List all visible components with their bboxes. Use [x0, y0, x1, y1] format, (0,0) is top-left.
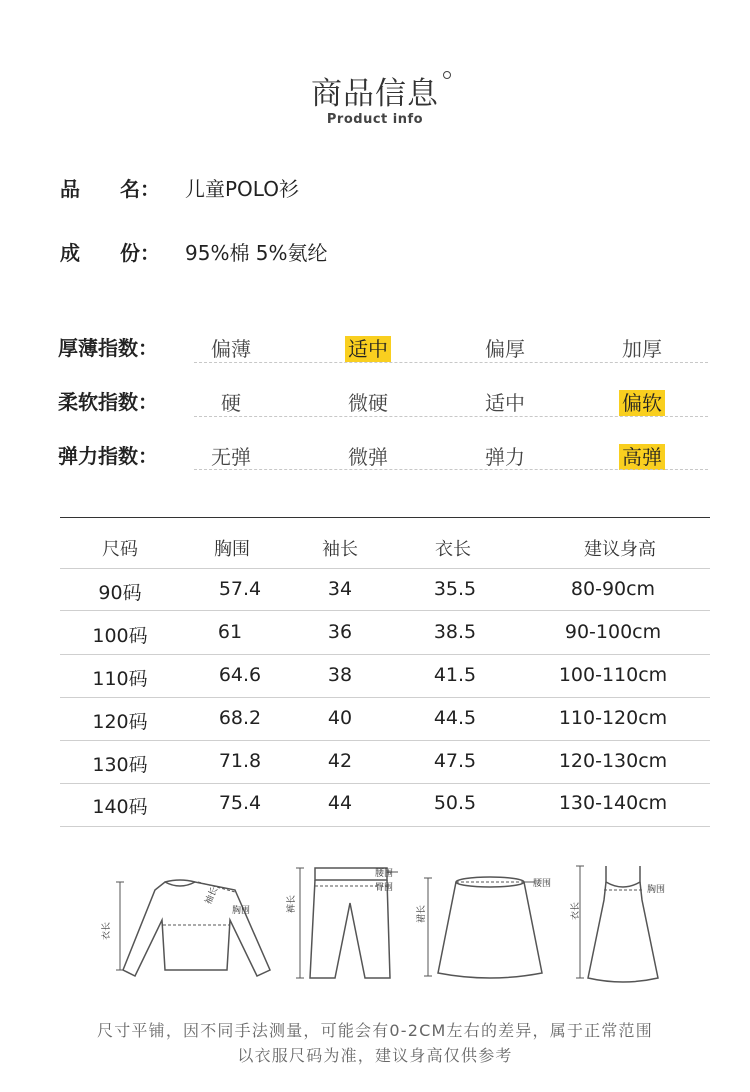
- size-table-cell: 57.4: [218, 578, 262, 600]
- size-table-header: 胸围: [214, 539, 250, 560]
- size-table-cell: 130-140cm: [558, 792, 668, 814]
- skirt-icon: [410, 868, 570, 988]
- elasticity-option-text: 弹力: [485, 445, 525, 469]
- size-table-cell: 110码: [92, 668, 148, 690]
- size-table-cell: 34: [327, 578, 353, 600]
- elasticity-index-label: 弹力指数：: [58, 444, 158, 468]
- size-table-cell: 64.6: [218, 664, 262, 686]
- size-table-cell: 140码: [92, 796, 148, 818]
- skirt-length-label: 裙长: [417, 904, 427, 923]
- info-label-name-a: 品: [60, 177, 80, 201]
- info-label-name: [60, 173, 160, 202]
- size-table-header: 衣长: [435, 539, 471, 560]
- size-table-header: 袖长: [322, 539, 358, 560]
- size-table-cell: 68.2: [218, 707, 262, 729]
- pants-waist-label: 腰围: [375, 869, 394, 879]
- info-label-name-b: 名：: [120, 177, 160, 201]
- elasticity-option: [597, 441, 687, 470]
- thickness-option: [186, 333, 276, 362]
- info-value-material: 95%棉 5%氨纶: [185, 241, 328, 265]
- thickness-option: [597, 333, 687, 362]
- size-table-cell: 35.5: [433, 578, 477, 600]
- size-table-cell: 44: [327, 792, 353, 814]
- size-table-cell: 100码: [92, 625, 148, 647]
- size-table-divider: [60, 654, 710, 655]
- size-table-cell: 44.5: [433, 707, 477, 729]
- title-ring-decoration: [443, 71, 451, 79]
- elasticity-option: [460, 441, 550, 470]
- top-chest-label: 胸围: [232, 906, 251, 916]
- softness-option: [460, 387, 550, 416]
- skirt-waist-label: 腰围: [533, 879, 552, 889]
- size-table-divider: [60, 610, 710, 611]
- size-table-bottom-border: [60, 826, 710, 827]
- size-table-divider: [60, 740, 710, 741]
- info-label-material-b: 份：: [120, 241, 160, 265]
- elasticity-option-text-selected: 高弹: [619, 444, 665, 470]
- size-table-divider: [60, 783, 710, 784]
- size-table-divider: [60, 568, 710, 569]
- softness-option: [323, 387, 413, 416]
- info-value-name: 儿童POLO衫: [185, 177, 299, 201]
- elasticity-option: [186, 441, 276, 470]
- size-table-cell: 120-130cm: [558, 750, 668, 772]
- size-table-header: 尺码: [102, 539, 138, 560]
- thickness-index-label: 厚薄指数：: [58, 336, 158, 360]
- softness-option-text-selected: 偏软: [619, 390, 665, 416]
- elasticity-option-text: 无弹: [211, 445, 251, 469]
- size-table-cell: 61: [217, 621, 243, 643]
- size-table-divider: [60, 697, 710, 698]
- thickness-option-text: 偏厚: [485, 337, 525, 361]
- softness-option-text: 硬: [221, 391, 241, 415]
- size-table-cell: 80-90cm: [570, 578, 656, 600]
- size-table-cell: 36: [327, 621, 353, 643]
- softness-option: [186, 387, 276, 416]
- size-table-cell: 90-100cm: [564, 621, 662, 643]
- thickness-option-text: 偏薄: [211, 337, 251, 361]
- size-table-cell: 110-120cm: [558, 707, 668, 729]
- dress-icon: [568, 860, 678, 990]
- footer-note-line2: 以衣服尺码为准，建议身高仅供参考: [237, 1046, 513, 1065]
- pants-icon: [280, 858, 410, 988]
- thickness-divider: [194, 362, 708, 363]
- info-label-material-a: 成: [60, 241, 80, 265]
- top-sleeve-label: 袖长: [203, 885, 221, 907]
- footer-note-line1: 尺寸平铺，因不同手法测量，可能会有0-2CM左右的差异，属于正常范围: [97, 1021, 653, 1040]
- size-table-cell: 42: [327, 750, 353, 772]
- page-subtitle: Product info: [326, 112, 424, 127]
- size-table-cell: 41.5: [433, 664, 477, 686]
- size-table-cell: 40: [327, 707, 353, 729]
- page-title: 商品信息: [311, 76, 439, 112]
- pants-hip-label: 臀围: [375, 883, 394, 893]
- long-sleeve-top-icon: [95, 860, 285, 985]
- pants-length-label: 裤长: [287, 894, 297, 913]
- size-table-cell: 47.5: [433, 750, 477, 772]
- size-table-cell: 71.8: [218, 750, 262, 772]
- size-table-header: 建议身高: [584, 539, 656, 560]
- size-table-cell: 38.5: [433, 621, 477, 643]
- size-table-cell: 90码: [98, 582, 142, 604]
- softness-option-text: 微硬: [348, 391, 388, 415]
- softness-divider: [194, 416, 708, 417]
- elasticity-option: [323, 441, 413, 470]
- thickness-option: [323, 333, 413, 362]
- info-label-material: [60, 237, 160, 266]
- softness-index-label: 柔软指数：: [58, 390, 158, 414]
- thickness-option-text: 加厚: [622, 337, 662, 361]
- dress-length-label: 衣长: [571, 901, 581, 920]
- size-table-cell: 130码: [92, 754, 148, 776]
- softness-option-text: 适中: [485, 391, 525, 415]
- elasticity-option-text: 微弹: [348, 445, 388, 469]
- size-table-cell: 50.5: [433, 792, 477, 814]
- thickness-option-text-selected: 适中: [345, 336, 391, 362]
- size-table-cell: 120码: [92, 711, 148, 733]
- size-table-top-border: [60, 517, 710, 518]
- softness-option: [597, 387, 687, 416]
- size-table-cell: 75.4: [218, 792, 262, 814]
- top-length-label: 衣长: [102, 921, 112, 940]
- elasticity-divider: [194, 469, 708, 470]
- thickness-option: [460, 333, 550, 362]
- dress-chest-label: 胸围: [647, 885, 666, 895]
- size-table-cell: 38: [327, 664, 353, 686]
- size-table-cell: 100-110cm: [558, 664, 668, 686]
